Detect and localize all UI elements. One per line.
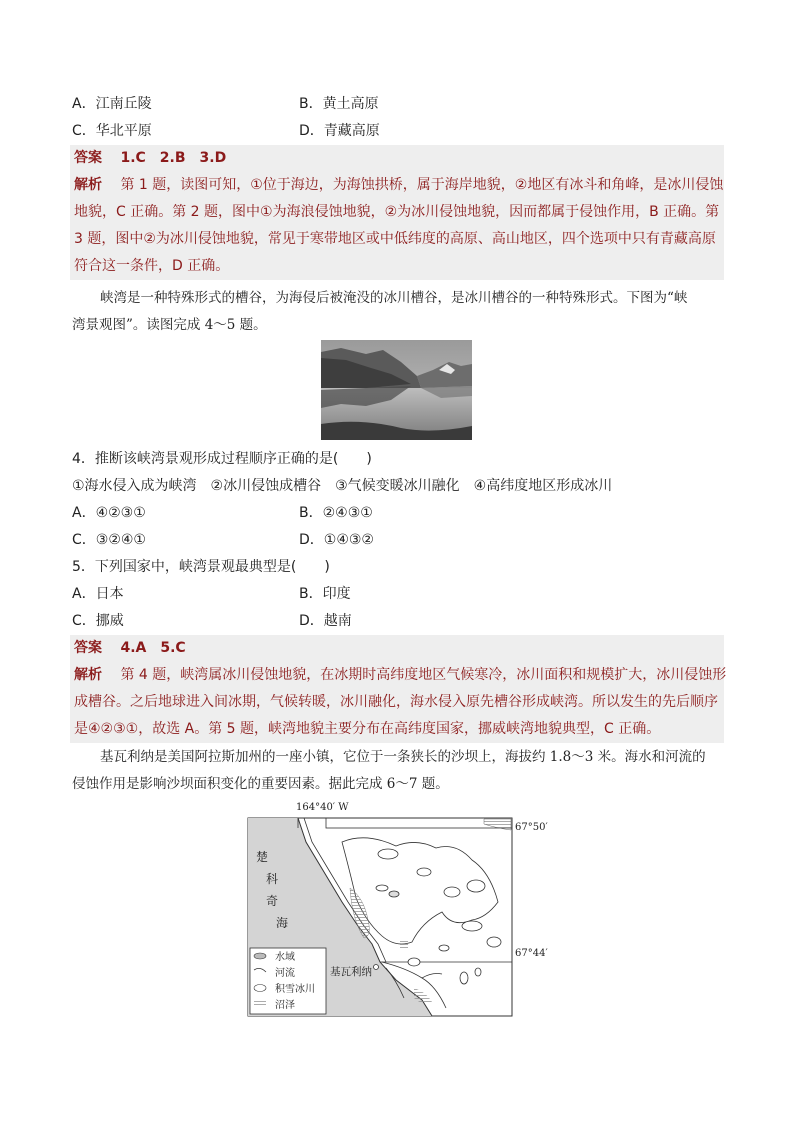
option-b: B．印度	[299, 586, 351, 602]
latitude-top-label: 67°50′	[515, 822, 548, 833]
map-legend	[275, 950, 315, 1014]
stem-line: 湾景观图”。读图完成 4～5 题。	[72, 317, 267, 333]
option-a: A．日本	[72, 586, 124, 602]
analysis-line: 3 题，图中②为冰川侵蚀地貌，常见于寒带地区或中低纬度的高原、高山地区，四个选项中只有青藏高原	[74, 231, 716, 247]
analysis-label: 解析	[74, 177, 102, 193]
option-d: D．越南	[299, 613, 352, 629]
longitude-label: 164°40′ W	[296, 802, 349, 813]
stem-line: 峡湾是一种特殊形式的槽谷，为海侵后被淹没的冰川槽谷，是冰川槽谷的一种特殊形式。下图为“峡	[100, 290, 688, 306]
legend-water: 水域	[275, 952, 295, 963]
analysis-line: 是④②③①，故选 A。第 5 题，峡湾地貌主要分布在高纬度国家，挪威峡湾地貌典型，C 正确。	[74, 721, 661, 737]
question-4-items: ①海水侵入成为峡湾 ②冰川侵蚀成槽谷 ③气候变暖冰川融化 ④高纬度地区形成冰川	[72, 478, 613, 494]
option-b: B．②④③①	[299, 505, 373, 521]
option-c: C．华北平原	[72, 123, 152, 139]
option-c: C．③②④①	[72, 532, 146, 548]
answer-box-1	[70, 145, 724, 280]
sea-name: 楚 科 奇 海	[256, 850, 289, 930]
option-a: A．江南丘陵	[72, 96, 152, 112]
stem-line: 基瓦利纳是美国阿拉斯加州的一座小镇，它位于一条狭长的沙坝上，海拔约 1.8～3 米。海水和河流的	[100, 749, 706, 765]
option-c: C．挪威	[72, 613, 124, 629]
option-d: D．①④③②	[299, 532, 374, 548]
question-stem-4-5	[72, 285, 732, 339]
analysis-label: 解析	[74, 667, 102, 683]
question-5: 5．下列国家中，峡湾景观最典型是( )	[72, 559, 330, 575]
option-b: B．黄土高原	[299, 96, 379, 112]
town-label: 基瓦利纳	[330, 966, 372, 978]
question-stem-6-7	[72, 744, 732, 798]
legend-marsh: 沼泽	[275, 1000, 295, 1011]
answer-label: 答案	[74, 640, 102, 656]
legend-glacier: 积雪冰川	[275, 984, 315, 995]
latitude-bottom-label: 67°44′	[515, 948, 548, 959]
question-4: 4．推断该峡湾景观形成过程顺序正确的是( )	[72, 451, 372, 467]
answer-value: 4.A 5.C	[120, 640, 186, 656]
fjord-photo	[321, 340, 472, 440]
answer-value: 1.C 2.B 3.D	[120, 150, 227, 166]
option-a: A．④②③①	[72, 505, 146, 521]
analysis-line: 符合这一条件，D 正确。	[74, 258, 230, 274]
answer-label: 答案	[74, 150, 102, 166]
option-d: D．青藏高原	[299, 123, 380, 139]
stem-line: 侵蚀作用是影响沙坝面积变化的重要因素。据此完成 6～7 题。	[72, 776, 449, 792]
answer-box-2	[70, 635, 727, 743]
legend-river: 河流	[275, 968, 295, 979]
analysis-line: 地貌，C 正确。第 2 题，图中①为海浪侵蚀地貌，②为冰川侵蚀地貌，因而都属于侵蚀作用，B 正确。第	[74, 204, 720, 220]
analysis-line: 第 4 题，峡湾属冰川侵蚀地貌，在冰期时高纬度地区气候寒冷，冰川面积和规模扩大，冰川侵蚀形	[120, 667, 727, 683]
kivalina-map	[246, 802, 546, 1020]
analysis-line: 成槽谷。之后地球进入间冰期，气候转暖，冰川融化，海水侵入原先槽谷形成峡湾。所以发生的先后顺序	[74, 694, 718, 710]
analysis-line: 第 1 题，读图可知，①位于海边，为海蚀拱桥，属于海岸地貌，②地区有冰斗和角峰，是冰川侵蚀	[120, 177, 724, 193]
